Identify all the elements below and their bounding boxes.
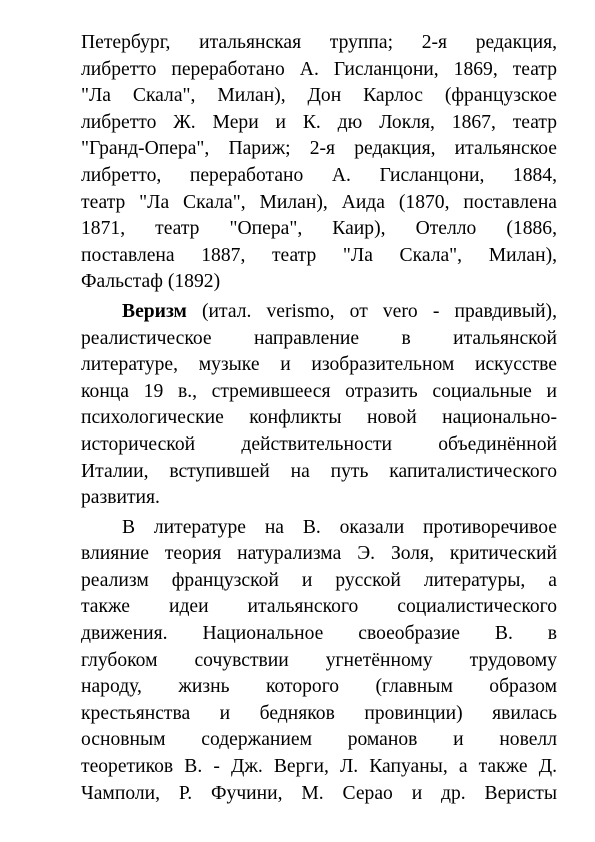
text-line: В литературе на В. оказали противоречивое [122, 516, 557, 538]
text-line: 1871, театр "Опера", Каир), Отелло (1886, [81, 218, 557, 240]
text-line: влияние теория натурализма Э. Золя, критический [81, 543, 557, 565]
text-line: поставлена 1887, театр "Ла Скала", Милан), [81, 244, 557, 266]
text-line: литературе, музыке и изобразительном искусстве [81, 354, 557, 376]
text-line: конца 19 в., стремившееся отразить социальные и [81, 380, 557, 402]
text-line: либретто переработано А. Гисланцони, 1869, театр [81, 58, 557, 80]
text-line: "Ла Скала", Милан), Дон Карлос (французское [81, 85, 557, 107]
text-line: народу, жизнь которого (главным образом [81, 676, 557, 698]
text-line: Фальстаф (1892) [81, 271, 221, 293]
text-line: психологические конфликты новой национально- [81, 407, 557, 429]
text-line: либретто, переработано А. Гисланцони, 1884, [81, 164, 557, 186]
term-verismo: Веризм [122, 300, 187, 322]
text-line: также идеи итальянского социалистического [81, 596, 557, 618]
text-line: реализм французской и русской литературы, а [81, 569, 557, 591]
text-line: глубоком сочувствии угнетённому трудовому [81, 649, 557, 671]
text-line [81, 299, 557, 326]
text-line: развития. [81, 487, 160, 509]
text-line: театр "Ла Скала", Милан), Аида (1870, поставлена [81, 191, 557, 213]
text-line: реалистическое направление в итальянской [81, 327, 557, 349]
text-line: "Гранд-Опера", Париж; 2-я редакция, итальянское [81, 138, 557, 160]
text-line: основным содержанием романов и новелл [81, 729, 557, 751]
document-page [81, 30, 557, 807]
text-line: исторической действительности объединённой [81, 433, 557, 455]
text-line: крестьянства и бедняков провинции) явилась [81, 702, 557, 724]
text-line: Италии, вступившей на путь капиталистического [81, 460, 557, 482]
paragraph-verismo-definition [81, 299, 557, 512]
definition-start: (итал. verismo, от vero - правдивый), [186, 300, 557, 322]
paragraph-verismo-literature [81, 515, 557, 808]
text-line: теоретиков В. - Дж. Верги, Л. Капуаны, а также Д. [81, 756, 557, 778]
paragraph-opera-list [81, 30, 557, 296]
text-line: Чамполи, Р. Фучини, М. Серао и др. Веристы [81, 782, 557, 804]
text-line: либретто Ж. Мери и К. дю Локля, 1867, театр [81, 111, 557, 133]
text-line: Петербург, итальянская труппа; 2-я редакция, [81, 32, 557, 53]
text-line: движения. Национальное своеобразие В. в [81, 623, 557, 645]
